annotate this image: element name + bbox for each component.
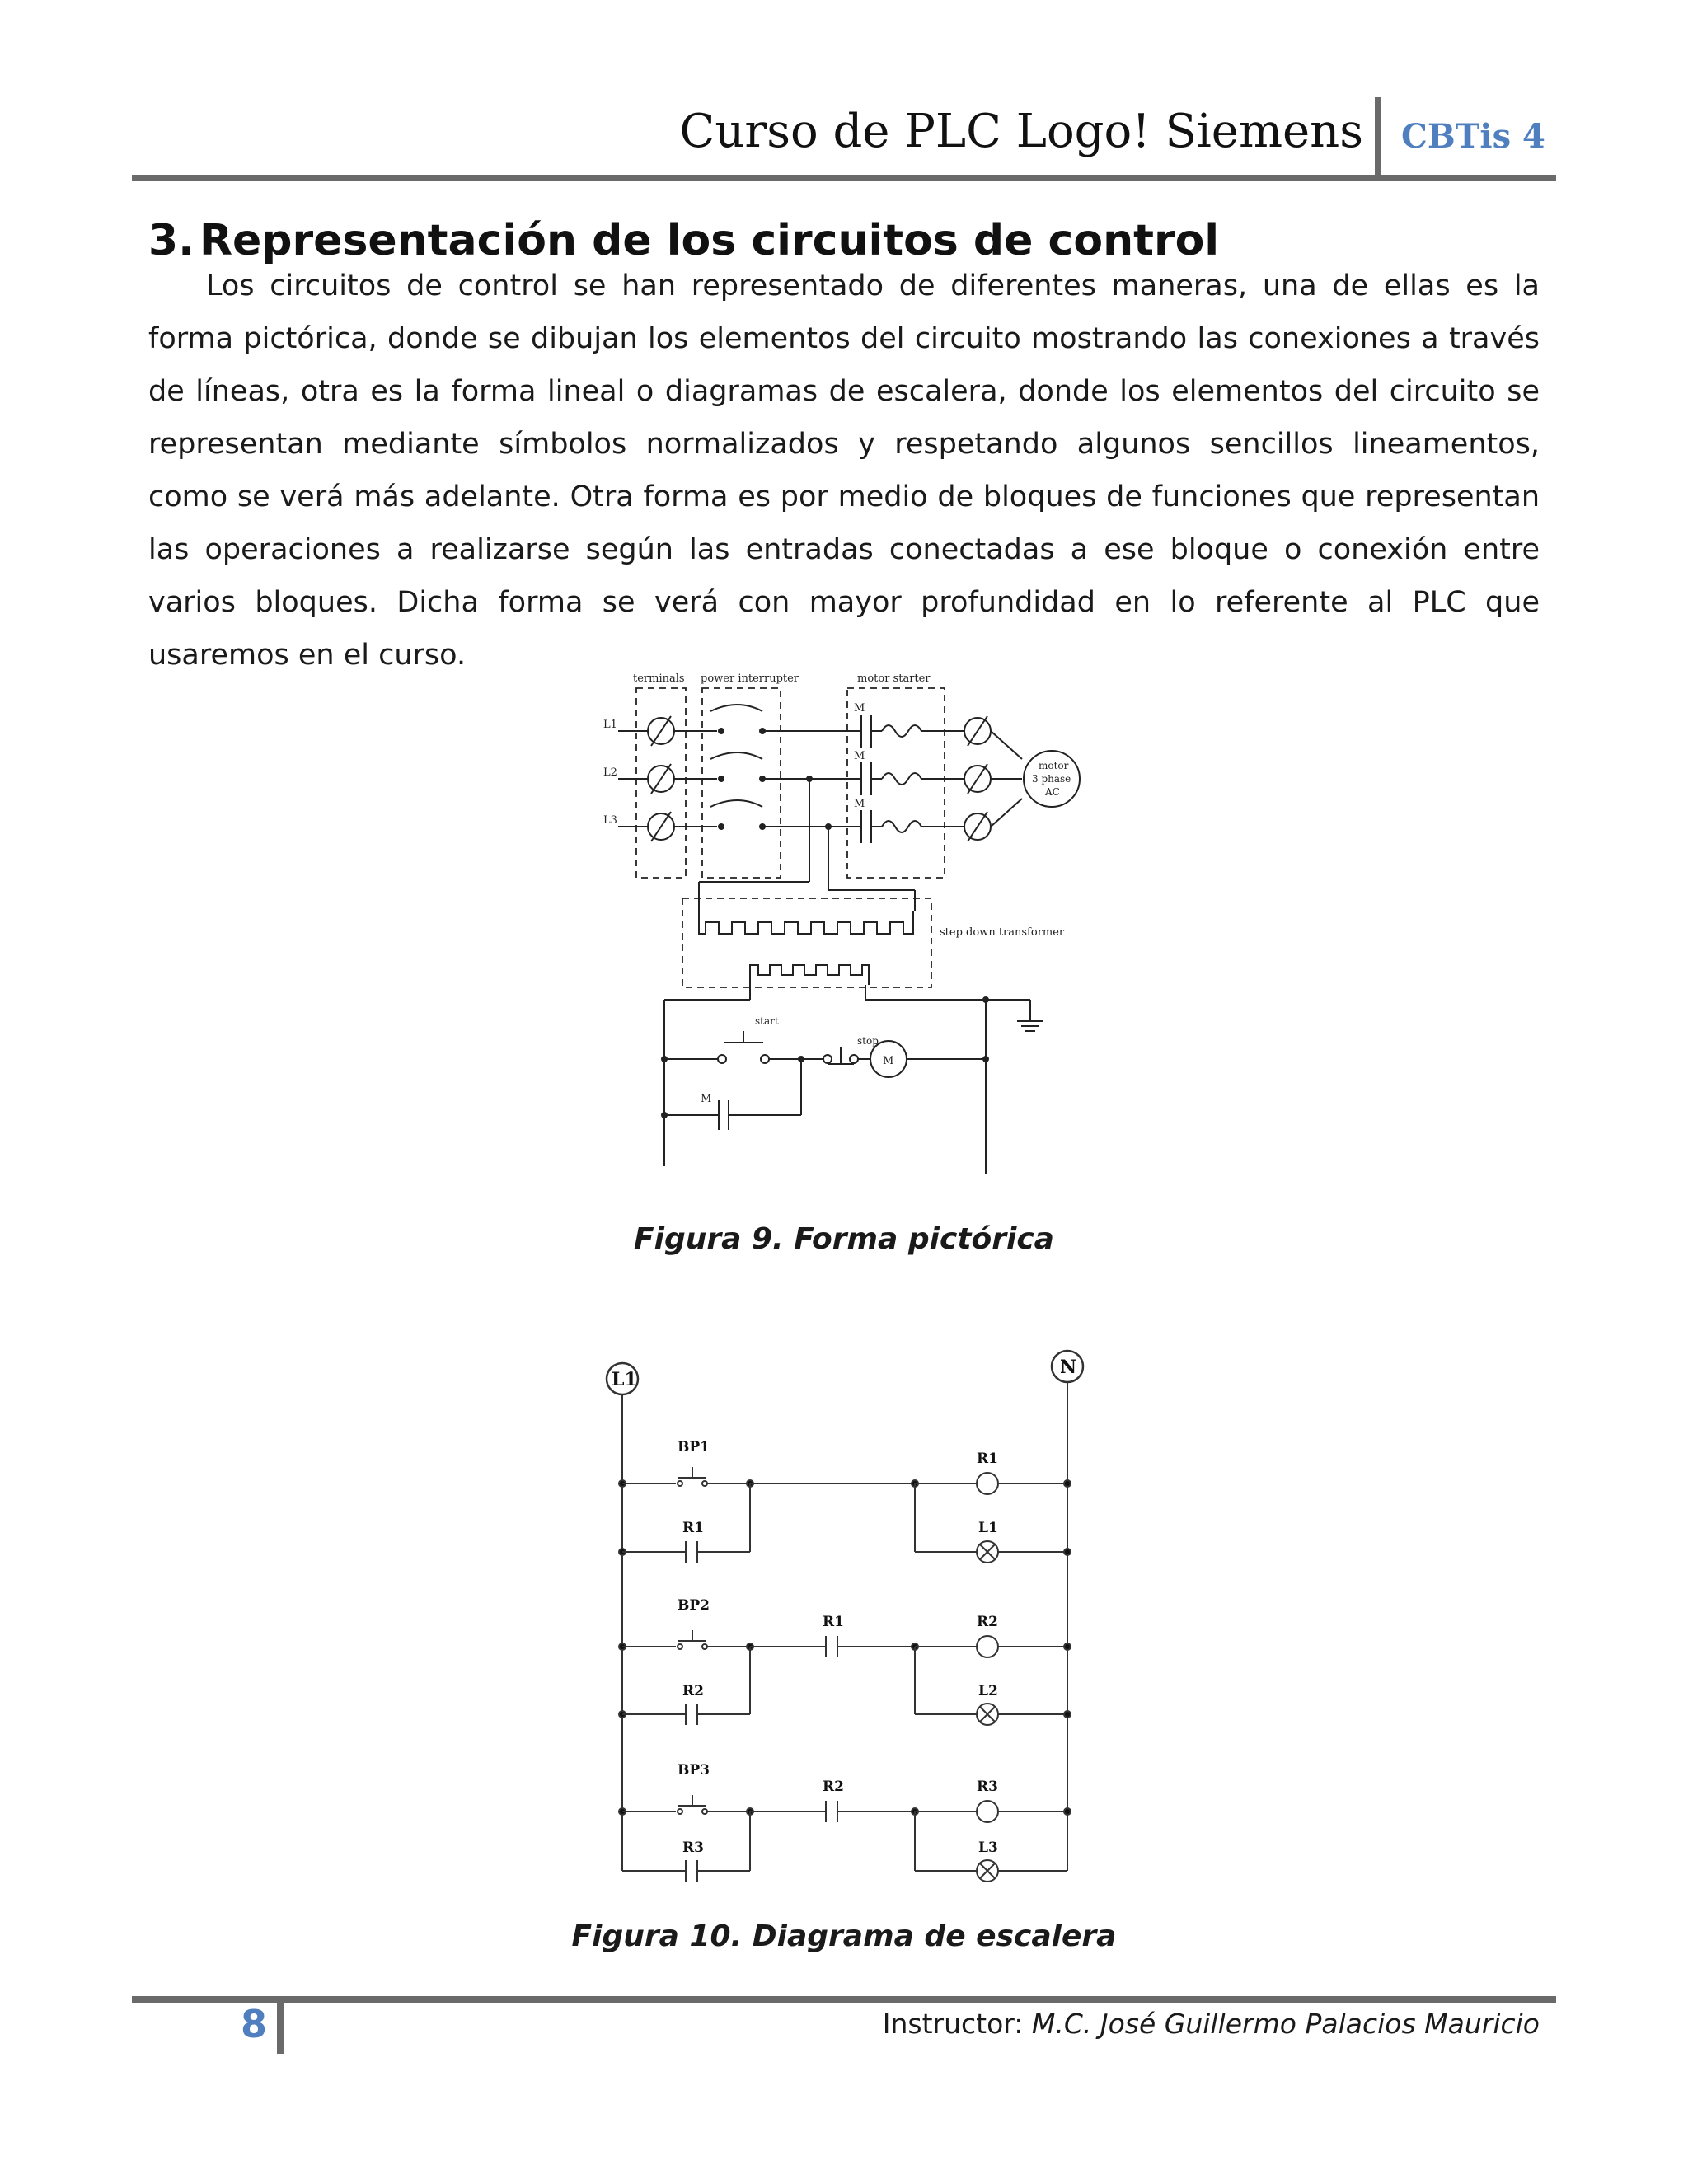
body-text — [148, 260, 1540, 682]
transformer-primary — [699, 911, 913, 934]
instructor-name: M.C. José Guillermo Palacios Mauricio — [1031, 2008, 1540, 2040]
figure-9-pictorial-diagram — [593, 663, 1104, 1191]
lamp-l2-label: L2 — [978, 1683, 998, 1699]
n-rail-label: N — [1060, 1357, 1077, 1378]
footer-rule — [132, 1996, 1556, 2003]
terminals-label: terminals — [633, 673, 685, 685]
contactor-m1-label: M — [854, 702, 865, 715]
r1-coil-label: R1 — [977, 1451, 998, 1467]
rung-3 — [619, 1795, 1071, 1882]
instructor-label: Instructor: — [882, 2008, 1024, 2040]
figure-10-caption: Figura 10. Diagrama de escalera — [571, 1919, 1117, 1953]
figure-10-ladder-diagram — [593, 1339, 1104, 1908]
header-rule — [132, 175, 1556, 181]
start-label: start — [755, 1015, 779, 1027]
l1-rail-label: L1 — [612, 1369, 637, 1390]
footer-instructor — [883, 2006, 1540, 2042]
header-title: Curso de PLC Logo! Siemens — [679, 105, 1363, 158]
body-paragraph: Los circuitos de control se han representado de diferentes maneras, una de ellas es la forma pictórica, donde se dibujan los elementos del circuito mostrando las conexiones a través de líneas, otra es la forma lineal o diagramas de escalera, donde los elementos del circuito se representan mediante símbolos normalizados y respetando algunos sencillos lineamentos, como se verá más adelante. Otra forma es por medio de bloques de funciones que representan las operaciones a realizarse según las entradas conectadas a ese bloque o conexión entre varios bloques. Dicha forma se verá con mayor profundidad en lo referente al PLC que usaremos en el curso. — [148, 269, 1540, 672]
phase-l2 — [618, 752, 1022, 795]
line-l1-label: L1 — [603, 719, 617, 731]
contactor-m3-label: M — [854, 798, 865, 810]
r3-seal-label: R3 — [682, 1840, 704, 1856]
rung-2 — [619, 1630, 1071, 1725]
header-divider — [1375, 97, 1381, 176]
terminals-box — [636, 688, 686, 878]
r1-seal-label: R1 — [682, 1520, 704, 1536]
power-interrupter-box — [702, 688, 781, 878]
bp1-label: BP1 — [678, 1439, 710, 1455]
r2-seal-label: R2 — [682, 1683, 704, 1699]
figure-9-caption: Figura 9. Forma pictórica — [634, 1222, 1054, 1256]
transformer-box — [682, 898, 931, 987]
contactor-m2-label: M — [854, 750, 865, 762]
phase-l3 — [618, 799, 1022, 843]
bp2-label: BP2 — [678, 1597, 710, 1614]
phase-l1 — [618, 705, 1022, 759]
line-l2-label: L2 — [603, 766, 617, 779]
power-interrupter-label: power interrupter — [701, 673, 799, 685]
bp3-label: BP3 — [678, 1762, 710, 1779]
footer-divider — [277, 1999, 284, 2054]
stop-label: stop — [857, 1035, 879, 1047]
lamp-l3-label: L3 — [978, 1840, 998, 1856]
rung-1 — [619, 1467, 1071, 1563]
r1-interlock-label: R1 — [823, 1614, 844, 1630]
holding-contact-label: M — [701, 1093, 712, 1105]
r2-interlock-label: R2 — [823, 1779, 844, 1795]
r3-coil-label: R3 — [977, 1779, 998, 1795]
r2-coil-label: R2 — [977, 1614, 998, 1630]
page-number: 8 — [241, 2002, 268, 2046]
transformer-secondary — [750, 965, 869, 985]
section-title: Representación de los circuitos de control — [199, 216, 1220, 265]
line-l3-label: L3 — [603, 814, 617, 827]
motor-label: motor — [1039, 760, 1069, 771]
coil-m-label: M — [883, 1055, 894, 1067]
lamp-l1-label: L1 — [978, 1520, 998, 1536]
header-org: CBTis 4 — [1401, 117, 1545, 156]
motor-ac-label: AC — [1045, 786, 1060, 798]
motor-phase-label: 3 phase — [1032, 773, 1071, 785]
transformer-label: step down transformer — [940, 926, 1065, 939]
section-number: 3. — [148, 216, 195, 265]
motor-starter-label: motor starter — [857, 673, 931, 685]
